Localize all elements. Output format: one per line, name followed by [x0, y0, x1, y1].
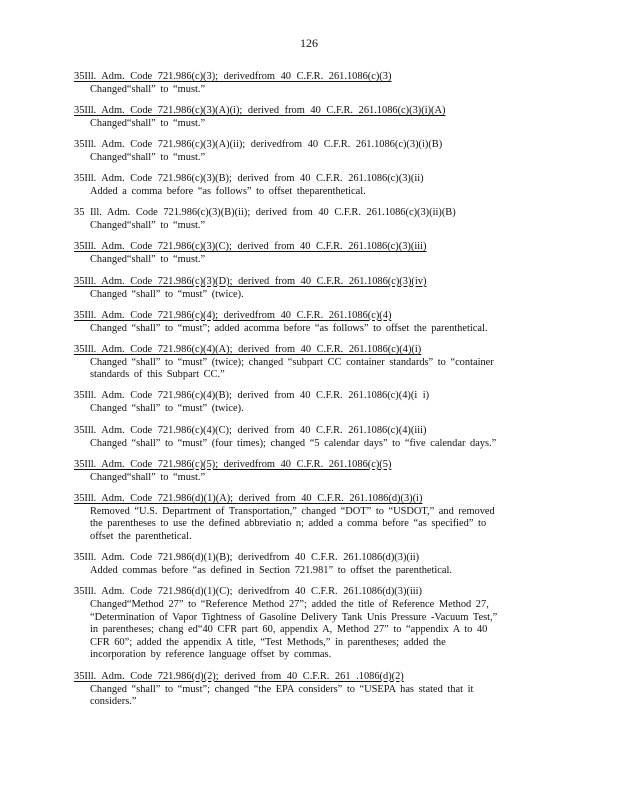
entry-citation: 35Ill. Adm. Code 721.986(c)(3)(A)(ii); derivedfrom 40 C.F.R. 261.1086(c)(3)(i)(B) — [74, 139, 443, 151]
entry-note: Changed“Method 27” to “Reference Method 27”; added the title of Reference Method 27, “Determination of Vapor Tightness of Gasoline Delivery Tank Unis Pressure -Vacuum Test,” in parentheses; chang ed“40 CFR part 60, appendix A, Method 27” to “appendix A to 40 CFR 60”; added the appendix A title, “Test Methods,” in parentheses; added the incorporation by reference language offset by commas. — [90, 599, 498, 661]
entry-note: Added a comma before “as follows” to offset theparenthetical. — [90, 186, 366, 198]
page-number: 126 — [300, 36, 318, 50]
entry-citation: 35Ill. Adm. Code 721.986(d)(2); derived from 40 C.F.R. 261 .1086(d)(2) — [74, 670, 404, 682]
entry-note: Removed “U.S. Department of Transportation,” changed “DOT” to “USDOT,” and removed the parentheses to use the defined abbreviatio n; added a comma before “as specified” to offset the parenthetical. — [90, 505, 495, 542]
entry-citation: 35Ill. Adm. Code 721.986(c)(3)(A)(i); derived from 40 C.F.R. 261.1086(c)(3)(i)(A) — [74, 105, 446, 117]
entry-citation: 35Ill. Adm. Code 721.986(d)(1)(C); derivedfrom 40 C.F.R. 261.1086(d)(3)(iii) — [74, 586, 423, 598]
amendment-entry — [74, 172, 544, 199]
amendment-entry — [74, 240, 544, 267]
entry-note: Changed “shall” to “must” (four times); changed “5 calendar days” to “five calendar days.” — [90, 437, 497, 449]
entry-citation: 35Ill. Adm. Code 721.986(c)(3)(D); derived from 40 C.F.R. 261.1086(c)(3)(iv) — [74, 275, 427, 287]
amendment-entry — [74, 343, 544, 382]
entry-citation: 35Ill. Adm. Code 721.986(c)(3); derivedfrom 40 C.F.R. 261.1086(c)(3) — [74, 71, 392, 82]
amendment-entry — [74, 104, 544, 131]
entry-note: Changed “shall” to “must” (twice); changed “subpart CC container standards” to “container standards of this Subpart CC.” — [90, 356, 494, 381]
entry-citation: 35Ill. Adm. Code 721.986(c)(4); derivedfrom 40 C.F.R. 261.1086(c)(4) — [74, 309, 392, 321]
amendment-notes-list — [74, 70, 544, 716]
entry-citation: 35Ill. Adm. Code 721.986(c)(4)(B); derived from 40 C.F.R. 261.1086(c)(4)(i i) — [74, 390, 430, 402]
entry-note: Changed“shall” to “must.” — [90, 254, 206, 266]
amendment-entry — [74, 424, 544, 451]
entry-note: Changed “shall” to “must”; changed “the EPA considers” to “USEPA has stated that it considers.” — [90, 683, 474, 708]
entry-note: Changed“shall” to “must.” — [90, 84, 206, 95]
entry-note: Changed“shall” to “must.” — [90, 118, 206, 130]
amendment-entry — [74, 275, 544, 302]
amendment-entry — [74, 492, 544, 544]
entry-citation: 35Ill. Adm. Code 721.986(d)(1)(A); derived from 40 C.F.R. 261.1086(d)(3)(i) — [74, 492, 423, 504]
entry-note: Changed “shall” to “must” (twice). — [90, 403, 244, 415]
entry-note: Changed “shall” to “must”; added acomma before “as follows” to offset the parenthetical. — [90, 322, 488, 334]
entry-citation: 35Ill. Adm. Code 721.986(c)(3)(B); derived from 40 C.F.R. 261.1086(c)(3)(ii) — [74, 173, 424, 185]
amendment-entry — [74, 138, 544, 165]
amendment-entry — [74, 309, 544, 336]
amendment-entry — [74, 670, 544, 709]
entry-note: Changed“shall” to “must.” — [90, 471, 206, 483]
amendment-entry — [74, 585, 544, 662]
amendment-entry — [74, 70, 544, 97]
entry-note: Changed“shall” to “must.” — [90, 220, 206, 232]
amendment-entry — [74, 458, 544, 485]
entry-note: Added commas before “as defined in Section 721.981” to offset the parenthetical. — [90, 565, 452, 576]
entry-citation: 35Ill. Adm. Code 721.986(d)(1)(B); derivedfrom 40 C.F.R. 261.1086(d)(3)(ii) — [74, 552, 420, 563]
amendment-entry — [74, 206, 544, 233]
entry-note: Changed “shall” to “must” (twice). — [90, 288, 244, 300]
entry-citation: 35Ill. Adm. Code 721.986(c)(4)(A); derived from 40 C.F.R. 261.1086(c)(4)(i) — [74, 343, 422, 355]
entry-citation: 35Ill. Adm. Code 721.986(c)(5); derivedfrom 40 C.F.R. 261.1086(c)(5) — [74, 458, 392, 470]
entry-note: Changed“shall” to “must.” — [90, 152, 206, 164]
entry-citation: 35 Ill. Adm. Code 721.986(c)(3)(B)(ii); derived from 40 C.F.R. 261.1086(c)(3)(ii)(B) — [74, 207, 456, 219]
amendment-entry — [74, 551, 544, 578]
entry-citation: 35Ill. Adm. Code 721.986(c)(3)(C); derived from 40 C.F.R. 261.1086(c)(3)(iii) — [74, 241, 427, 253]
amendment-entry — [74, 389, 544, 416]
entry-citation: 35Ill. Adm. Code 721.986(c)(4)(C); derived from 40 C.F.R. 261.1086(c)(4)(iii) — [74, 424, 427, 436]
